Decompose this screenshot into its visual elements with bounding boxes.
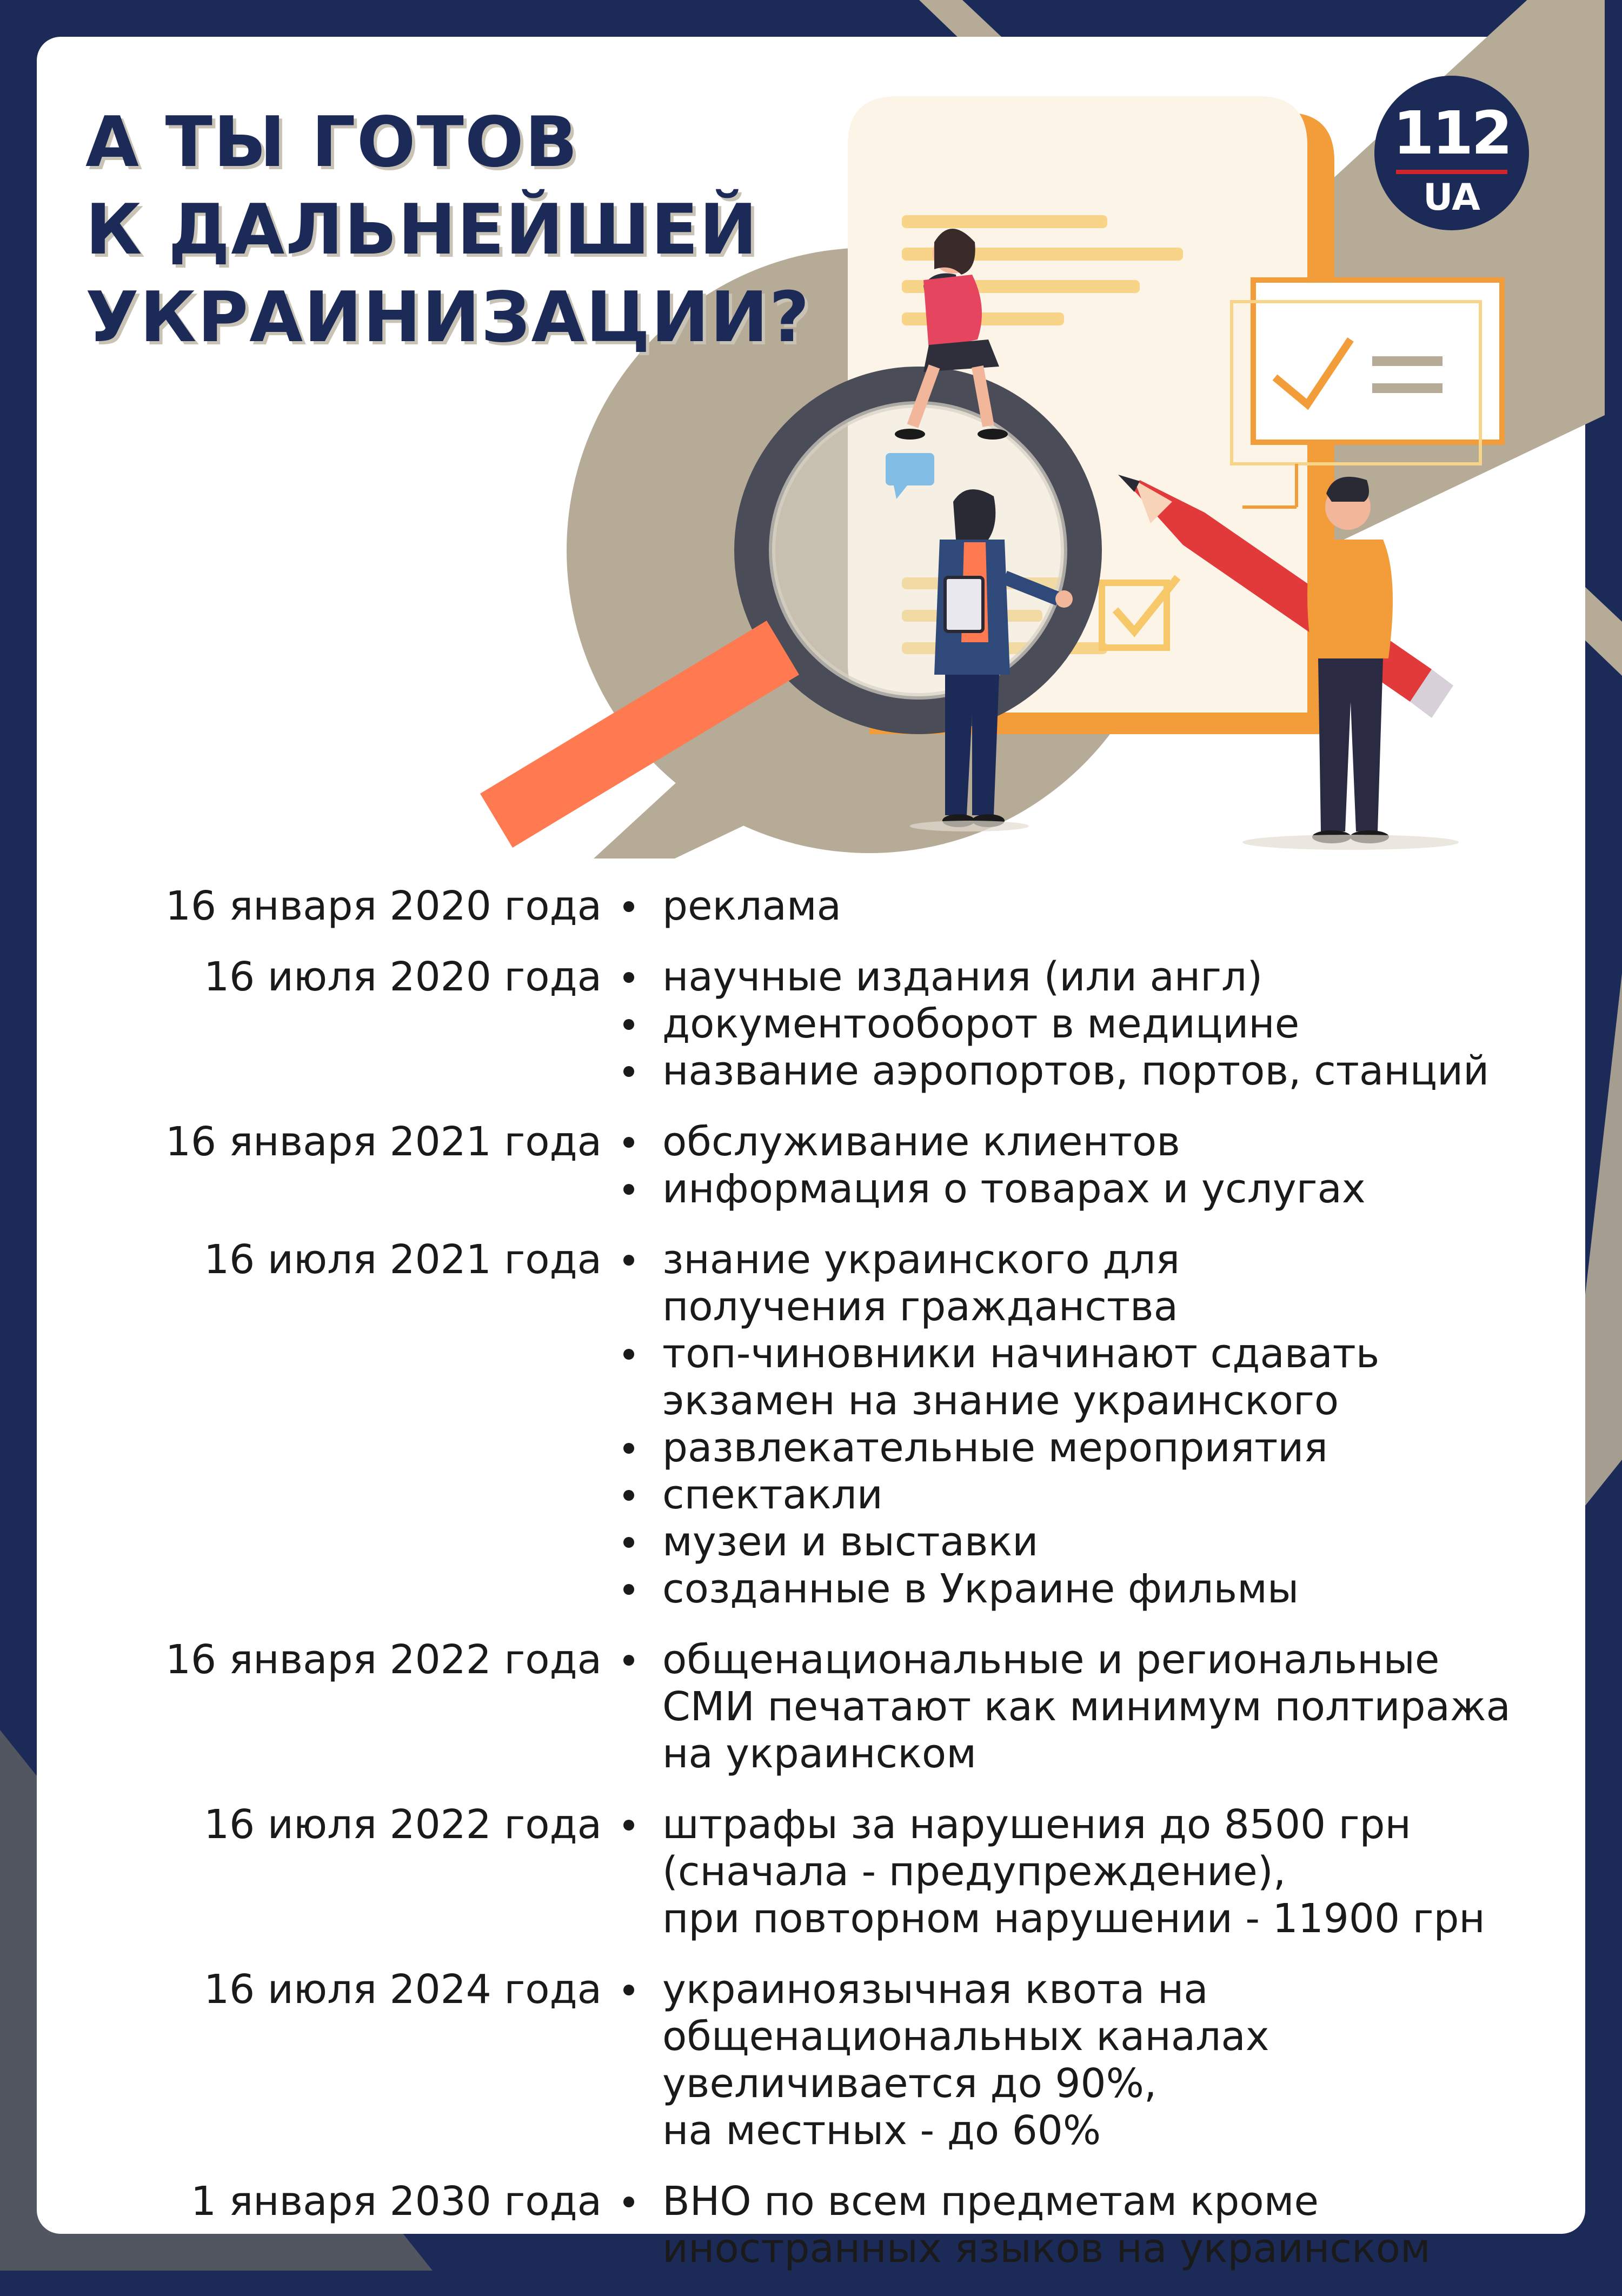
- title-line-3: УКРАИНИЗАЦИИ?: [85, 277, 810, 358]
- entry-item: развлекательные мероприятия: [602, 1425, 1545, 1472]
- title-line-2: К ДАЛЬНЕЙШЕЙ: [85, 190, 759, 270]
- timeline-entry: [85, 1636, 1545, 1778]
- timeline-entry: [85, 1119, 1545, 1213]
- timeline-entry: [85, 1801, 1545, 1942]
- entry-item: документооборот в медицине: [602, 1001, 1545, 1048]
- timeline: [85, 883, 1545, 2296]
- entry-date: 16 июля 2020 года: [204, 954, 602, 1000]
- timeline-entry: [85, 1236, 1545, 1613]
- entry-items: [602, 2178, 1545, 2272]
- entry-date: 1 января 2030 года: [191, 2178, 602, 2225]
- entry-item: созданные в Украине фильмы: [602, 1566, 1545, 1613]
- entry-item: общенациональные и региональные СМИ печатают как минимум полтиража на украинском: [602, 1636, 1545, 1778]
- entry-item: информация о товарах и услугах: [602, 1166, 1545, 1213]
- entry-date: 16 января 2022 года: [165, 1636, 602, 1683]
- entry-date: 16 января 2021 года: [165, 1119, 602, 1165]
- entry-items: [602, 1966, 1545, 2154]
- entry-date: 16 июля 2022 года: [204, 1801, 602, 1848]
- entry-date: 16 января 2020 года: [165, 883, 602, 929]
- entry-date: 16 июля 2021 года: [204, 1236, 602, 1283]
- entry-items: [602, 1119, 1545, 1213]
- entry-item: научные издания (или англ): [602, 954, 1545, 1001]
- entry-item: знание украинского для получения гражданства: [602, 1236, 1545, 1330]
- entry-items: [602, 1636, 1545, 1778]
- title-line-1: А ТЫ ГОТОВ: [85, 102, 579, 183]
- entry-item: ВНО по всем предметам кроме иностранных языков на украинском: [602, 2178, 1545, 2272]
- timeline-entry: [85, 2178, 1545, 2272]
- content-card: [37, 37, 1585, 2272]
- logo-divider: [1396, 170, 1507, 174]
- entry-item: обслуживание клиентов: [602, 1119, 1545, 1166]
- page-title: [85, 99, 810, 362]
- entry-items: [602, 1236, 1545, 1613]
- timeline-entry: [85, 954, 1545, 1095]
- entry-items: [602, 954, 1545, 1095]
- entry-item: реклама: [602, 883, 1545, 930]
- entry-item: штрафы за нарушения до 8500 грн (сначала - предупреждение), при повторном нарушении - 11900 грн: [602, 1801, 1545, 1942]
- entry-items: [602, 1801, 1545, 1942]
- logo-sub: UA: [1423, 176, 1480, 219]
- entry-item: украиноязычная квота на общенациональных каналах увеличивается до 90%, на местных - до 60%: [602, 1966, 1545, 2154]
- timeline-entry: [85, 1966, 1545, 2154]
- entry-item: название аэропортов, портов, станций: [602, 1048, 1545, 1095]
- entry-item: топ-чиновники начинают сдавать экзамен на знание украинского: [602, 1330, 1545, 1425]
- logo-number: 112: [1393, 98, 1511, 168]
- channel-logo: [1374, 76, 1529, 230]
- entry-item: спектакли: [602, 1472, 1545, 1519]
- entry-item: музеи и выставки: [602, 1519, 1545, 1566]
- entry-date: 16 июля 2024 года: [204, 1966, 602, 2013]
- entry-items: [602, 883, 1545, 930]
- timeline-entry: [85, 883, 1545, 930]
